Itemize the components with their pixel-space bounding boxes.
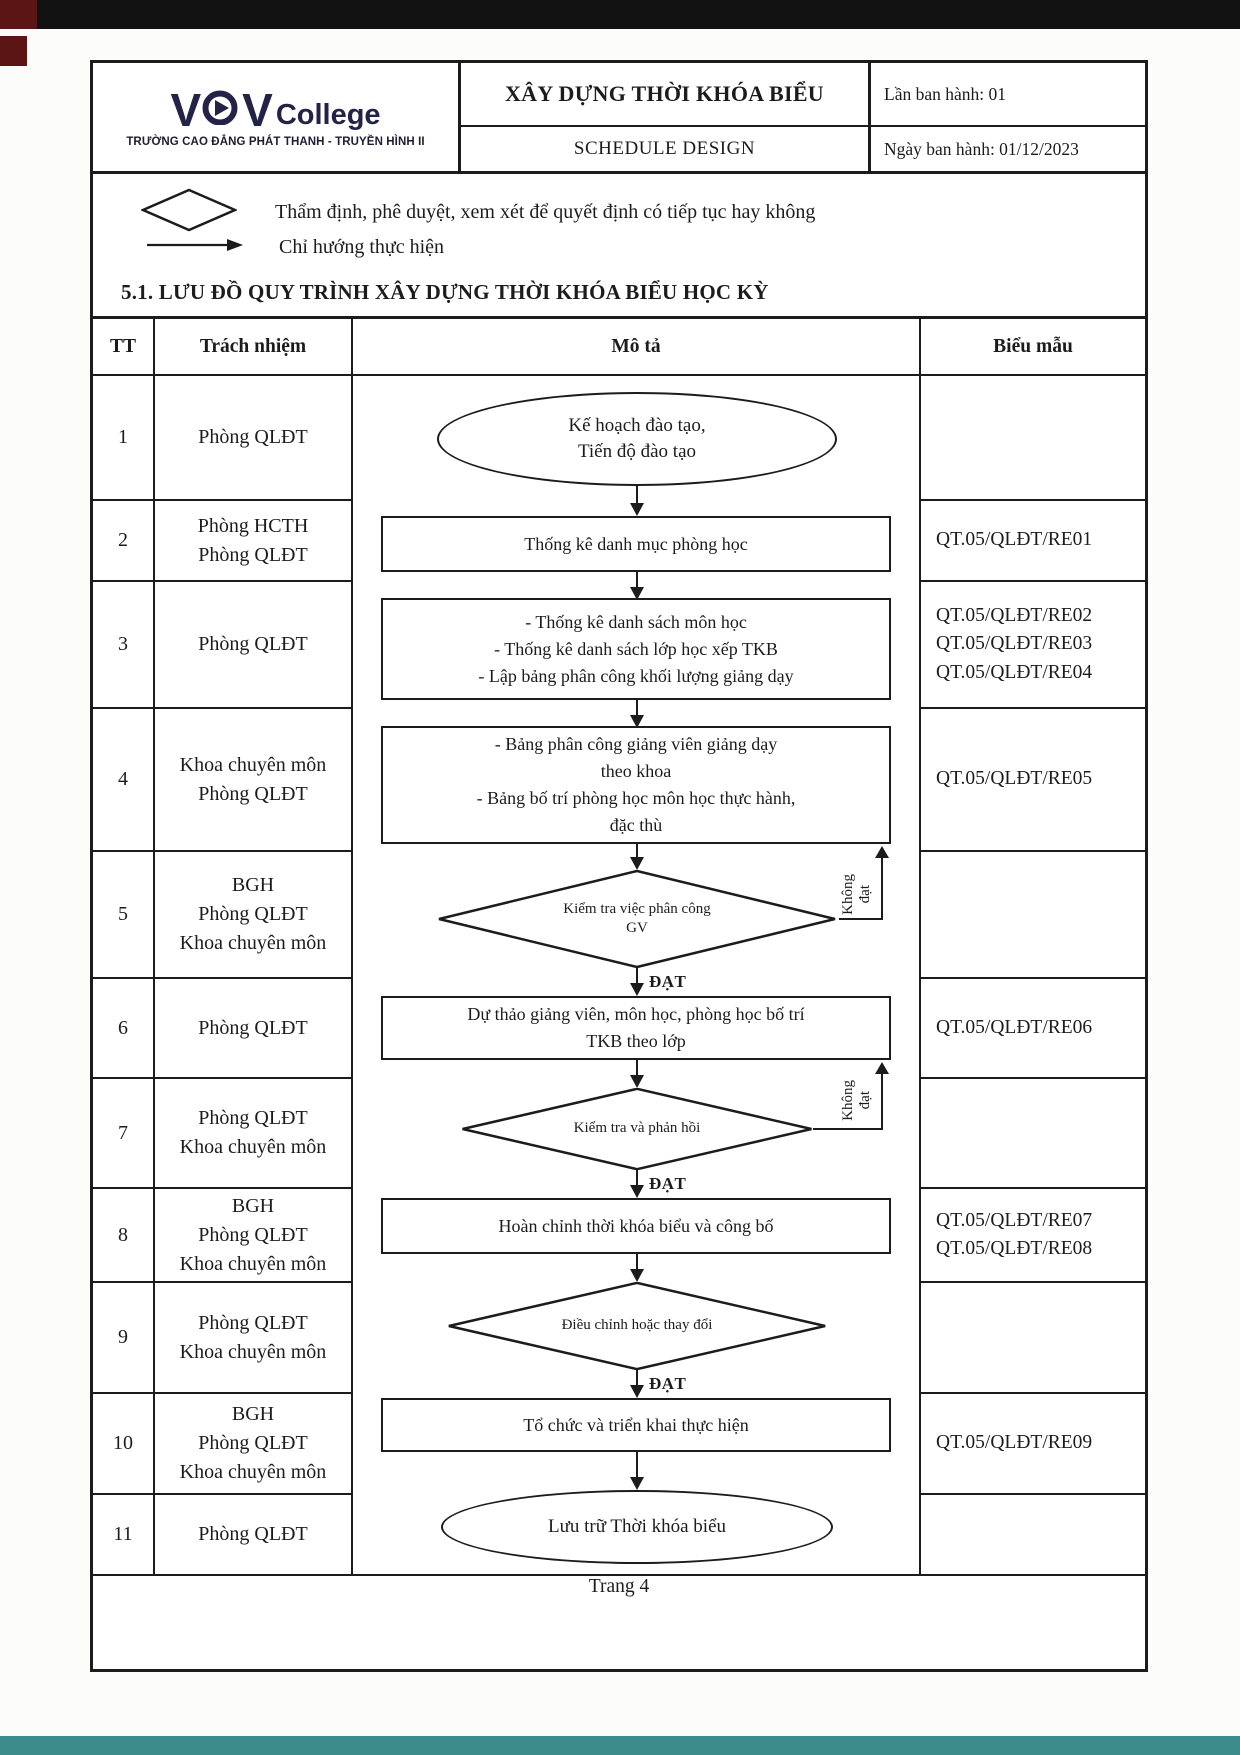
scan-maroon-block-2 <box>0 36 27 66</box>
flow-step-8: Hoàn chỉnh thời khóa biểu và công bố <box>381 1198 891 1254</box>
flow-decision-9: Điều chỉnh hoặc thay đổi <box>445 1282 829 1370</box>
row-2-responsibility: Phòng HCTH Phòng QLĐT <box>155 501 353 582</box>
flow-arrow-10 <box>636 1452 638 1478</box>
col-header-tt: TT <box>93 319 155 376</box>
flow-arrow-2 <box>636 572 638 588</box>
process-table <box>93 316 1145 1610</box>
issue-number: Lần ban hành: 01 <box>868 63 1145 127</box>
flow-arrow-5 <box>636 968 638 984</box>
col-header-responsibility: Trách nhiệm <box>155 319 353 376</box>
flow-arrow-6 <box>636 1060 638 1076</box>
row-5-responsibility: BGH Phòng QLĐT Khoa chuyên môn <box>155 852 353 979</box>
flow-decision-5: Kiểm tra việc phân công GV <box>435 870 839 968</box>
logo-caption: TRƯỜNG CAO ĐẲNG PHÁT THANH - TRUYỀN HÌNH II <box>126 135 425 148</box>
flow-pass-label-9: ĐẠT <box>649 1374 687 1393</box>
row-7-tt: 7 <box>93 1079 155 1189</box>
page-number: Trang 4 <box>588 1576 650 1597</box>
row-10-form: QT.05/QLĐT/RE09 <box>921 1394 1145 1495</box>
row-11-tt: 11 <box>93 1495 155 1576</box>
flow-fail-line-7v <box>881 1074 883 1129</box>
vov-logo-mark <box>170 83 381 136</box>
flow-arrow-9 <box>636 1370 638 1386</box>
flowchart <box>353 376 921 1576</box>
row-9-responsibility: Phòng QLĐT Khoa chuyên môn <box>155 1283 353 1394</box>
flow-arrow-3 <box>636 700 638 716</box>
legend-arrow-label: Chỉ hướng thực hiện <box>279 236 445 258</box>
col-header-description: Mô tả <box>353 319 921 376</box>
row-11-responsibility: Phòng QLĐT <box>155 1495 353 1576</box>
legend-diamond-label: Thẩm định, phê duyệt, xem xét để quyết định có tiếp tục hay không <box>275 201 816 223</box>
row-2-form: QT.05/QLĐT/RE01 <box>921 501 1145 582</box>
row-7-responsibility: Phòng QLĐT Khoa chuyên môn <box>155 1079 353 1189</box>
play-icon <box>202 87 238 130</box>
row-1-responsibility: Phòng QLĐT <box>155 376 353 501</box>
flow-fail-line-7 <box>813 1128 883 1130</box>
logo-letter-v2: V <box>242 83 270 136</box>
flow-end-oval: Lưu trữ Thời khóa biểu <box>441 1490 833 1564</box>
row-3-tt: 3 <box>93 582 155 709</box>
flow-step-6: Dự thảo giảng viên, môn học, phòng học bố trí TKB theo lớp <box>381 996 891 1060</box>
flow-decision-7: Kiểm tra và phản hồi <box>459 1088 815 1170</box>
diamond-icon <box>141 188 237 237</box>
row-4-form: QT.05/QLĐT/RE05 <box>921 709 1145 852</box>
row-11-form <box>921 1495 1145 1576</box>
vov-logo <box>93 63 458 171</box>
row-1-tt: 1 <box>93 376 155 501</box>
row-8-responsibility: BGH Phòng QLĐT Khoa chuyên môn <box>155 1189 353 1283</box>
flow-arrow-1 <box>636 484 638 504</box>
scan-bottom-bar <box>0 1736 1240 1755</box>
document-border <box>90 60 1148 1672</box>
flow-pass-label-5: ĐẠT <box>649 972 687 991</box>
row-6-tt: 6 <box>93 979 155 1079</box>
flow-fail-arrowhead-5 <box>875 846 889 858</box>
row-5-form <box>921 852 1145 979</box>
scan-top-bar <box>0 0 1240 29</box>
document-header <box>93 63 1145 174</box>
row-6-responsibility: Phòng QLĐT <box>155 979 353 1079</box>
flow-fail-arrowhead-7 <box>875 1062 889 1074</box>
flow-step-2: Thống kê danh mục phòng học <box>381 516 891 572</box>
flow-fail-line-5v <box>881 858 883 919</box>
flow-arrow-8 <box>636 1254 638 1270</box>
issue-date: Ngày ban hành: 01/12/2023 <box>868 127 1145 171</box>
document-title-en: SCHEDULE DESIGN <box>458 127 868 171</box>
row-3-responsibility: Phòng QLĐT <box>155 582 353 709</box>
flow-step-10: Tổ chức và triển khai thực hiện <box>381 1398 891 1452</box>
col-header-form: Biểu mẫu <box>921 319 1145 376</box>
section-title: 5.1. LƯU ĐỒ QUY TRÌNH XÂY DỰNG THỜI KHÓA BIỂU HỌC KỲ <box>121 280 769 304</box>
flow-arrow-7 <box>636 1170 638 1186</box>
row-1-form <box>921 376 1145 501</box>
row-10-tt: 10 <box>93 1394 155 1495</box>
row-8-form: QT.05/QLĐT/RE07 QT.05/QLĐT/RE08 <box>921 1189 1145 1283</box>
flow-arrow-4 <box>636 844 638 858</box>
flow-pass-label-7: ĐẠT <box>649 1174 687 1193</box>
row-10-responsibility: BGH Phòng QLĐT Khoa chuyên môn <box>155 1394 353 1495</box>
flow-start-oval: Kế hoạch đào tạo, Tiến độ đào tạo <box>437 392 837 486</box>
row-8-tt: 8 <box>93 1189 155 1283</box>
flow-fail-label-7: Không đạt <box>840 1079 873 1121</box>
row-7-form <box>921 1079 1145 1189</box>
scan-maroon-block-1 <box>0 0 37 29</box>
row-6-form: QT.05/QLĐT/RE06 <box>921 979 1145 1079</box>
logo-college-text: College <box>275 98 381 131</box>
row-9-form <box>921 1283 1145 1394</box>
legend <box>93 174 1145 274</box>
arrow-icon <box>145 236 245 259</box>
document-title-vi: XÂY DỰNG THỜI KHÓA BIỂU <box>458 63 868 127</box>
row-4-tt: 4 <box>93 709 155 852</box>
row-5-tt: 5 <box>93 852 155 979</box>
row-4-responsibility: Khoa chuyên môn Phòng QLĐT <box>155 709 353 852</box>
row-2-tt: 2 <box>93 501 155 582</box>
flow-step-4: - Bảng phân công giảng viên giảng dạy theo khoa - Bảng bố trí phòng học môn học thực hành, đặc thù <box>381 726 891 844</box>
logo-letter-v1: V <box>170 83 199 136</box>
flow-fail-label-5: Không đạt <box>840 873 873 915</box>
flow-step-3: - Thống kê danh sách môn học - Thống kê danh sách lớp học xếp TKB - Lập bảng phân công khối lượng giảng dạy <box>381 598 891 700</box>
row-3-form: QT.05/QLĐT/RE02 QT.05/QLĐT/RE03 QT.05/QLĐT/RE04 <box>921 582 1145 709</box>
row-9-tt: 9 <box>93 1283 155 1394</box>
